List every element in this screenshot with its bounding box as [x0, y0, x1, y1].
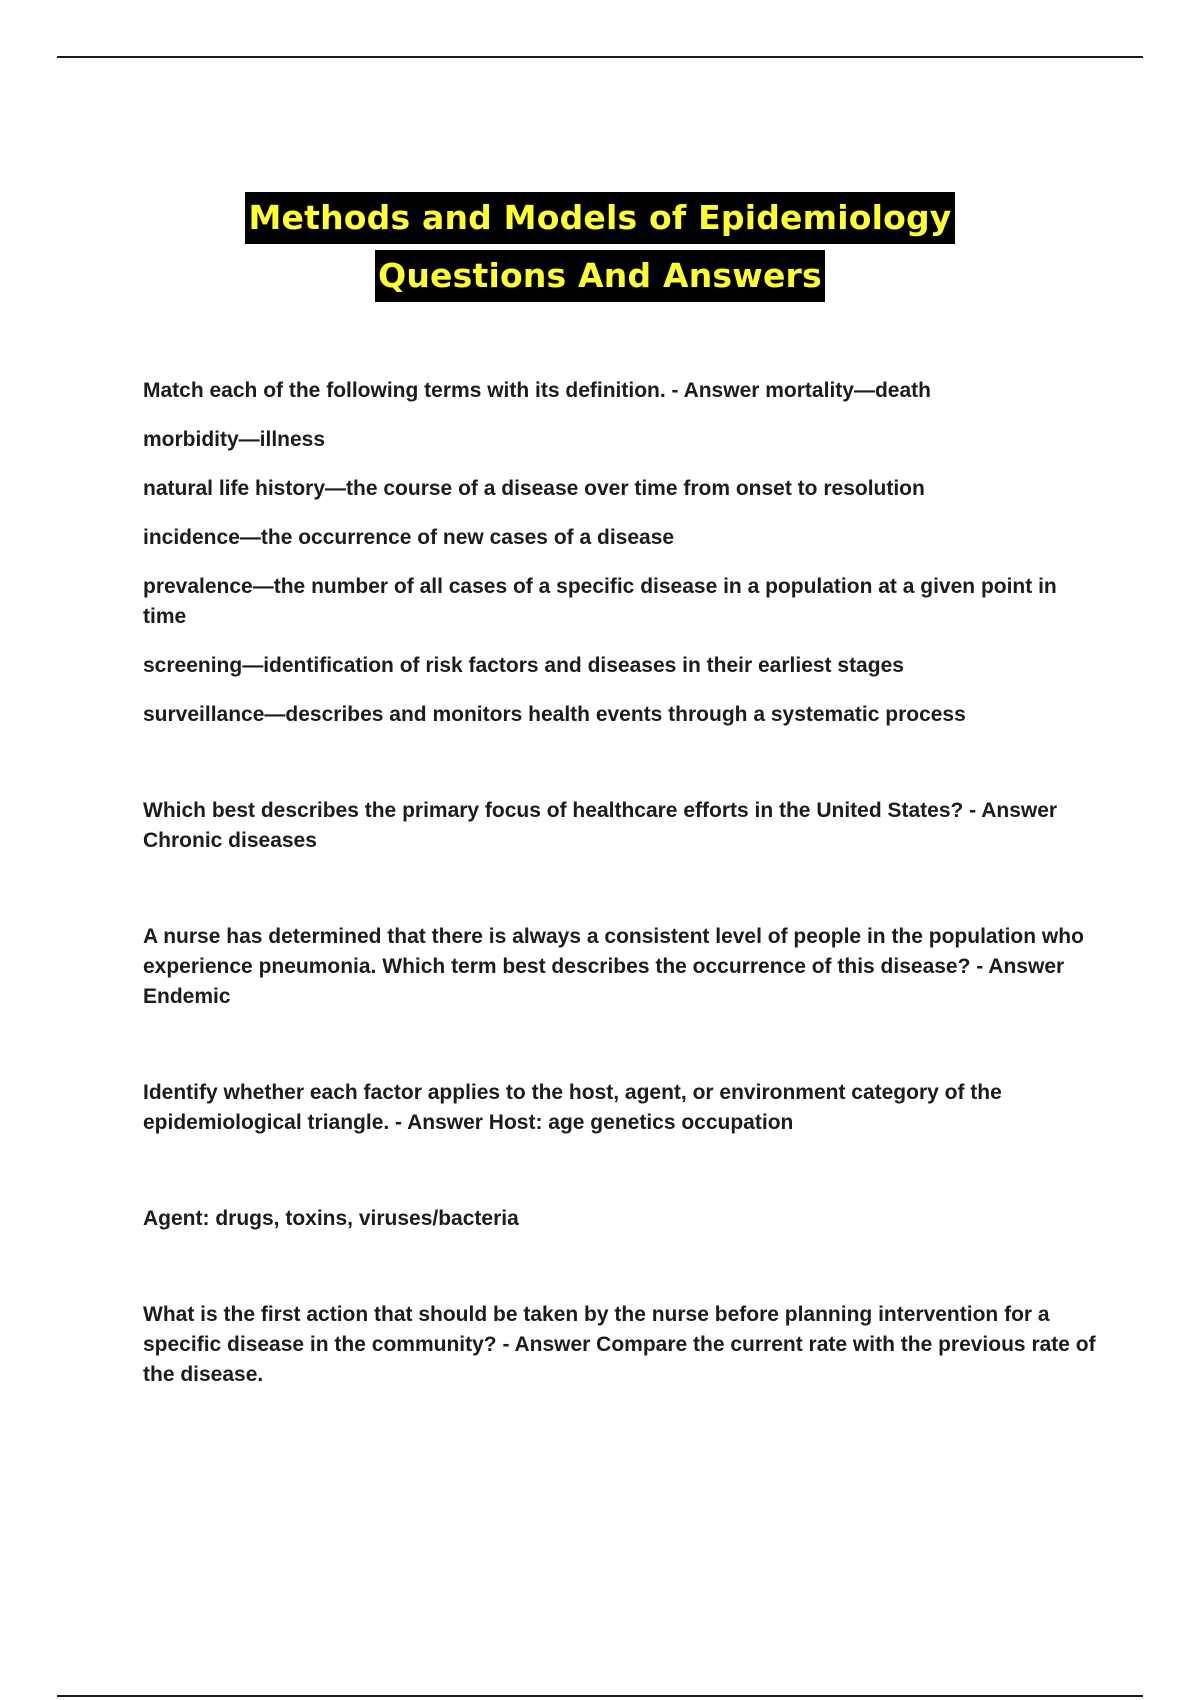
qa-item-screening: screening—identification of risk factors and diseases in their earliest stages — [143, 654, 904, 677]
top-rule — [57, 56, 1143, 58]
qa-item-endemic: A nurse has determined that there is always a consistent level of people in the population who experience pneumonia. Which term best describes the occurrence of this disease? - Answer Endemic — [143, 925, 1084, 1008]
qa-item-prevalence: prevalence—the number of all cases of a specific disease in a population at a given point in time — [143, 575, 1057, 628]
document-title — [0, 192, 1200, 302]
qa-item-epidemiological-triangle: Identify whether each factor applies to the host, agent, or environment category of the epidemiological triangle. - Answer Host: age genetics occupation — [143, 1081, 1002, 1134]
qa-item-surveillance: surveillance—describes and monitors health events through a systematic process — [143, 703, 966, 726]
qa-item-agent: Agent: drugs, toxins, viruses/bacteria — [143, 1207, 519, 1230]
title-line-1: Methods and Models of Epidemiology — [245, 192, 954, 244]
bottom-rule — [57, 1695, 1143, 1697]
qa-content — [143, 376, 1103, 1390]
qa-item-incidence: incidence—the occurrence of new cases of a disease — [143, 526, 675, 549]
qa-item-natural-life-history: natural life history—the course of a disease over time from onset to resolution — [143, 477, 925, 500]
qa-item-first-action: What is the first action that should be taken by the nurse before planning intervention for a specific disease in the community? - Answer Compare the current rate with the previous rate of the disease. — [143, 1303, 1096, 1386]
title-line-2: Questions And Answers — [375, 250, 825, 302]
qa-item-healthcare-focus: Which best describes the primary focus of healthcare efforts in the United States? - Answer Chronic diseases — [143, 799, 1058, 852]
qa-item-match-terms: Match each of the following terms with its definition. - Answer mortality—death — [143, 379, 931, 402]
qa-item-morbidity: morbidity—illness — [143, 428, 326, 451]
